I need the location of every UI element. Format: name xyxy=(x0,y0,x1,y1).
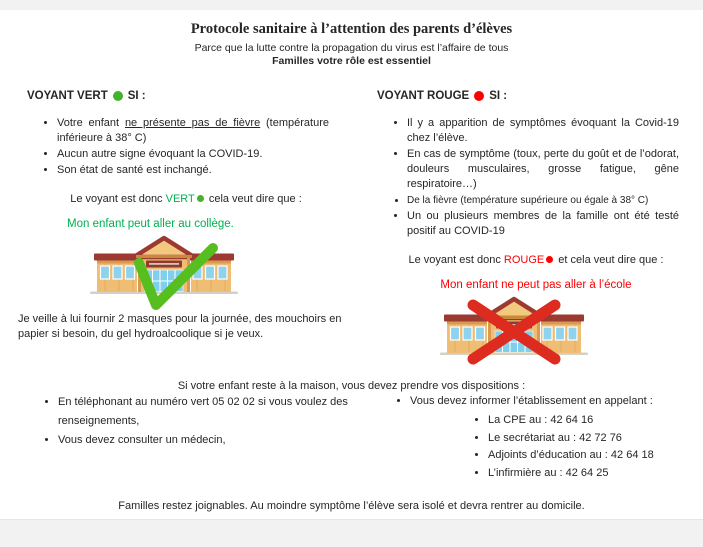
bottom-right-list xyxy=(388,393,700,410)
school-green-check-figure xyxy=(89,235,239,315)
document-footer: Familles restez joignables. Au moindre symptôme l’élève sera isolé et devra rentrer au domicile. xyxy=(118,500,585,512)
red-conclusion: Mon enfant ne peut pas aller à l’école xyxy=(440,279,632,291)
document-tagline: Familles votre rôle est essentiel xyxy=(272,55,431,68)
list-item: • Votre enfant ne présente pas de fièvre (température inférieure à 38° C) xyxy=(57,116,329,146)
school-red-cross-figure xyxy=(439,296,589,376)
document-header xyxy=(0,20,703,69)
list-item: • Il y a apparition de symptômes évoquant la Covid-19 chez l’élève. xyxy=(407,116,679,146)
bottom-left-list xyxy=(28,393,348,450)
document-subtitle: Parce que la lutte contre la propagation du virus est l’affaire de tous xyxy=(194,41,509,54)
green-note: Je veille à lui fournir 2 masques pour la journée, des mouchoirs en papier si besoin, du gel hydroalcoolique si je veux. xyxy=(18,313,342,340)
list-item: • La CPE au : 42 64 16 xyxy=(488,412,700,430)
document-title: Protocole sanitaire à l’attention des parents d’élèves xyxy=(190,21,513,37)
green-conclusion: Mon enfant peut aller au collège. xyxy=(67,218,234,230)
red-status-word: ROUGE xyxy=(503,254,545,266)
list-item: • Vous devez informer l’établissement en appelant : xyxy=(410,393,700,410)
list-item: • Son état de santé est inchangé. xyxy=(57,163,329,178)
list-item: • Le secrétariat au : 42 72 76 xyxy=(488,430,700,448)
red-heading-label: VOYANT ROUGE xyxy=(377,90,470,102)
red-heading-suffix: SI : xyxy=(489,90,508,102)
green-light-section xyxy=(27,90,345,315)
bottom-right-instructions xyxy=(388,393,700,482)
green-dot-icon xyxy=(113,91,123,101)
underlined-text: ne présente pas de fièvre xyxy=(124,117,261,129)
green-bullet-list xyxy=(27,116,329,178)
list-item: • Vous devez consulter un médecin, xyxy=(58,431,348,450)
red-dot-icon xyxy=(546,256,553,263)
green-heading-label: VOYANT VERT xyxy=(27,90,108,102)
red-section-heading xyxy=(377,90,695,102)
red-status-line: Le voyant est donc ROUGE et cela veut dire que : xyxy=(408,254,664,266)
list-item: • De la fièvre (température supérieure ou égale à 38° C) xyxy=(407,193,679,208)
red-light-section xyxy=(377,90,695,376)
green-section-heading xyxy=(27,90,345,102)
list-item: • Un ou plusieurs membres de la famille ont été testé positif au COVID-19 xyxy=(407,209,679,239)
list-item: • En téléphonant au numéro vert 05 02 02 si vous voulez des renseignements, xyxy=(58,393,348,431)
bottom-left-instructions xyxy=(28,393,358,450)
page-margin-bottom xyxy=(0,519,703,547)
green-status-word: VERT xyxy=(165,193,195,205)
contact-list xyxy=(388,412,700,482)
green-status-line: Le voyant est donc VERT cela veut dire que : xyxy=(70,193,302,205)
list-item: • L’infirmière au : 42 64 25 xyxy=(488,465,700,483)
list-item: • Adjoints d’éducation au : 42 64 18 xyxy=(488,447,700,465)
green-heading-suffix: SI : xyxy=(127,90,146,102)
red-dot-icon xyxy=(474,91,484,101)
list-item: • En cas de symptôme (toux, perte du goût et de l’odorat, douleurs musculaires, grosse fatigue, gêne respiratoire…) xyxy=(407,147,679,192)
red-bullet-list xyxy=(377,116,679,239)
bottom-intro: Si votre enfant reste à la maison, vous devez prendre vos dispositions : xyxy=(177,380,526,392)
list-item: • Aucun autre signe évoquant la COVID-19. xyxy=(57,147,329,162)
green-dot-icon xyxy=(197,195,204,202)
